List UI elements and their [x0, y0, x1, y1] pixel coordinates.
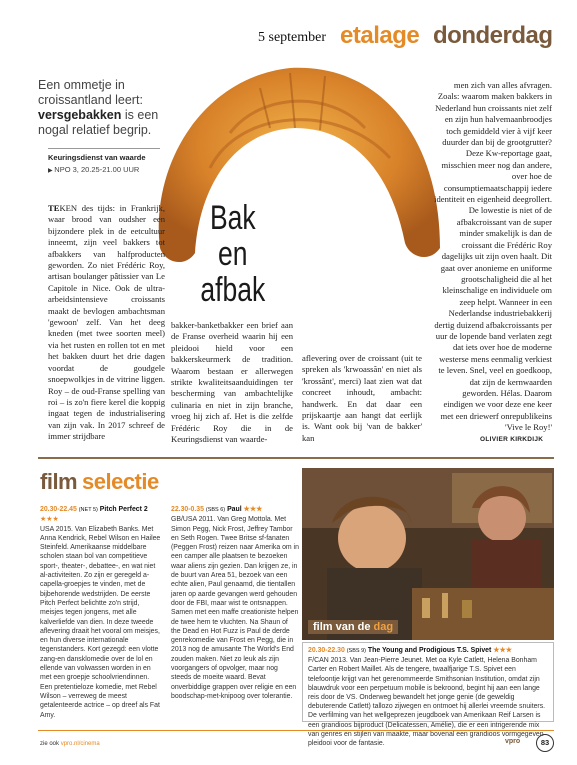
article-intro: Een ommetje in croissantland leert: versgebakken is een nogal relatief begrip. [38, 78, 159, 137]
footer-see-also: zie ook vpro.nl/cinema [40, 741, 100, 747]
byline: OLIVIER KIRKDIJK [480, 436, 544, 443]
filmselectie-title-film: film [40, 469, 78, 494]
article-column-3: aflevering over de croissant (uit te spreken als 'krwoassãn' en niet als 'krossãnt', merci) laat zien wat dat concreet inhoudt, ambacht: handwerk. En dat daar een prijskaartje aan hangt dat eerlijk is. Want ook bij 'van de bakker' kan [302, 353, 422, 443]
program-slot: ▶ NPO 3, 20.25-21.00 UUR [48, 165, 160, 176]
film-still-photo [302, 468, 554, 640]
film-van-de-dag-box: 20.30-22.30 (SBS 9) The Young and Prodigious T.S. Spivet ★★★ F/CAN 2013. Van Jean-Pierre Jeunet. Met oa Kyle Catlett, Helena Bonham Carter en Robert Maillet. Als de tengere, twaalfjarige T.S. Spivet een telefoontje krijgt van het gerenommeerde Smithsonian Institution, omdat zijn blauwdruk voor een perpetuum mobile is bekroond, begint hij aan een lange reis door de VS. Onderweg bewandelt het jonge genie (de geweldig debuterende Catlett) tallozo zijwegen en ontmoet hij allerlei vreemde snuiters. De verfilming van het wellgeprezen jeugdboek van Amerikaan Reif Larsen is een grandioos bijproduct (Delicatessen, Amélie), die er een intrigerende mix van genres en stijlen van maakte, maar bovenal een grandioos vormgegeven pleidooi voor de fantasie. [302, 642, 554, 722]
program-info [48, 148, 160, 176]
article-column-4: men zich van alles afvragen. Zoals: waarom maken bakkers in Nederland hun croissants niet zelf en zijn hun halvemaanbroodjes toch gemiddeld vier à vijf keer duurder dan bij de grootgrutter? Deze Kw-reportage gaat, misschien meer nog dan andere, over hoe de consumptiemaatschappij iedere identiteit en eigenheid deegrollert. De lowestie is niet of de afbakcroissant van de super minder smakelijk is dan de croissant die Frédéric Roy dagelijks uit zijn oven haalt. Dit gaat over anonieme en uniforme grootschaligheid die al het kleinschalige en individuele om zeep helpt. Wanneer in een Nederlandse industriebakkerij dertig duizend afbakcroissants per uur de lopende band verlaten zegt dat iets over hoe de moderne westerse mens eenmalig verkiest te leven. Snel, veel en goedkoop, dat zijn de kernwaarden geworden. Hélas. Daarom eindigen we voor deze ene keer met een driewerf onrepublikeins 'Vive le Roy!' [434, 80, 552, 433]
article-headline: Bak en afbak [200, 199, 266, 309]
section-divider [38, 457, 554, 459]
section-title-etalage: etalage [340, 22, 420, 49]
page-number: 83 [536, 734, 554, 752]
film-listing-1: 20.30-22.45 (NET 5) Pitch Perfect 2 ★★★ USA 2015. Van Elizabeth Banks. Met Anna Kendrick, Rebel Wilson en Hailee Steinfeld. Amerikaanse middelbare scholen staan bol van competitieve sport-, theater-, debattee-, en wat niet al-activiteiten. Zo zijn er geregeld a-capella-groepjes te vinden, met de bijbehorende wedstrijden. De eerste Pitch Perfect belichtte zo'n strijd, meisjes tegen jongens, met alle kalverliefde van dien. In deze tweede aflevering draait het vooral om meisjes, en hun diverse internationale tegenstanders. Kort gezegd: een vlotte zang-en dansklomedie over de lol en ellende van volwassen worden in en met een groepje schoolvriendinnen. Een pretentieloze komedie, met Rebel Wilson – verreweg de meest getalenteerde actrice – op dreef als Fat Amy. [40, 506, 161, 719]
rating-stars: ★★★ [40, 516, 59, 524]
film-listing-2: 22.30-0.35 (SBS 6) Paul ★★★ GB/USA 2011. Van Greg Mottola. Met Simon Pegg, Nick Frost, Jeffrey Tambor en Seth Rogen. Twee Britse sf-fanaten (Peggen Frost) reizen naar Amerika om in een camper alle plaatsen te bezoeken waar aliens zijn gezien. Dan krijgen ze, in de buurt van Area 51, bezoek van een echte alien, Paul genaamd, die tientallen jaren op aarde gevangen werd gehouden door de FBI, maar wist te ontsnappen. Samen met een maffe creationiste helpen de twee hem te vluchten. Na Shaun of the Dead en Hot Fuzz is Paul de derde genrekomedie van Frost en Pegg, die in 2013 nog de amusante The World's End zouden maken. Niet zo leuk als zijn voorgangers of opvolger, maar nog steeds de moeite waard. Bevat onverbiddige grappen over religie en een boodschap-met-knipoog over tolerantie. [171, 506, 299, 700]
vpro-logo: vpro [505, 738, 521, 745]
article-column-1: TEKEN des tijds: in Frankrijk, waar brood van oudsher een bijzondere plek in de eetcultuur inneemt, zijn veel bakkers tot afbakkers van halfproducten geworden. Zo niet Frédéric Roy, artisan boulanger pâtissier van Le Capitole in Nice. Ook de ultra-arbeidsintensieve croissants maakt de bevlogen ambachtsman 'gewoon' zelf. Van het deeg kneden (met twee soorten meel) via het rusten en rollen tot en met het bakken duurt het drie dagen voordat de goudgele snoepwolkjes in de vitrine liggen. Roy – de oud-Franse spelling van roi – is zo'n fiere kerel die koppig ingaat tegen de industrialisering van zijn vak. In 2017 schreef de immer strijdbare [48, 203, 165, 442]
film-van-de-dag-label: film van de dag [308, 620, 398, 634]
filmselectie-title-selectie: selectie [82, 469, 159, 494]
issue-date: 5 september [258, 30, 327, 45]
footer-divider [38, 730, 554, 731]
program-title: Keuringsdienst van waarde [48, 153, 146, 162]
article-column-2: bakker-banketbakker een brief aan de Franse overheid waarin hij een pleidooi hield voor een bakkerskeurmerk de tradition. Waarom bestaan er allerwegen strikte kwaliteitsaanduidingen ter bescherming van ambachtelijke culinaria en niet in zijn branche, vroeg hij zich af. Het is die zelfde Frédéric Roy die in de Keuringsdienst van waarde- [171, 320, 293, 445]
section-title-donderdag: donderdag [433, 22, 553, 49]
footer-url-link[interactable]: vpro.nl/cinema [60, 741, 100, 747]
